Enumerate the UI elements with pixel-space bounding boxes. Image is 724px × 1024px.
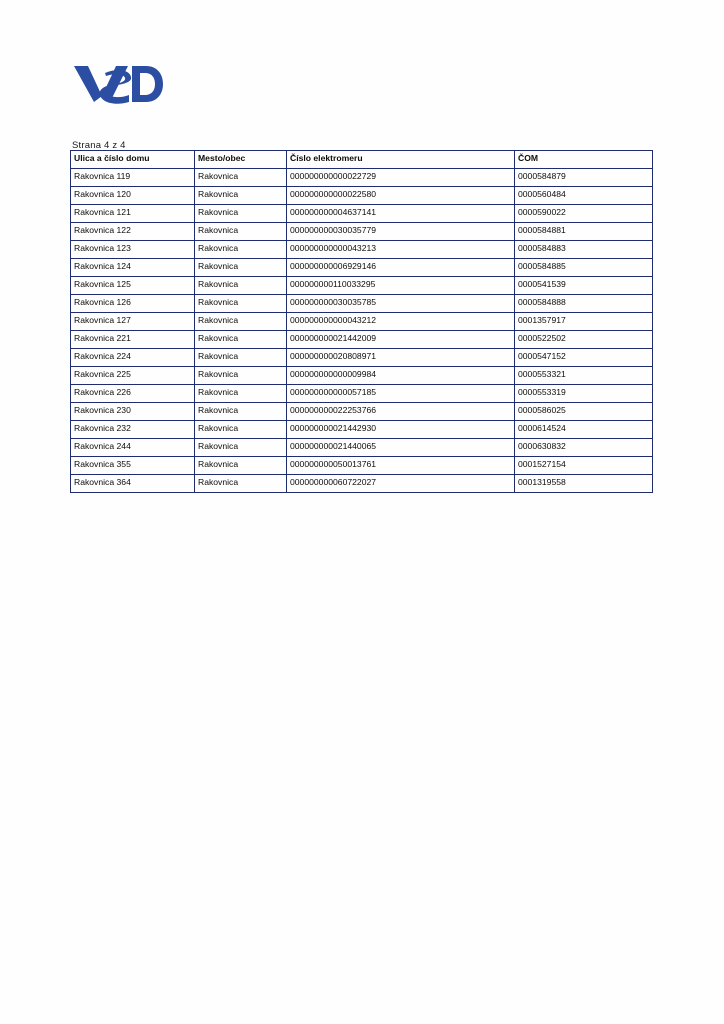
cell-street: Rakovnica 226 xyxy=(71,385,195,403)
cell-street: Rakovnica 221 xyxy=(71,331,195,349)
cell-city: Rakovnica xyxy=(195,439,287,457)
table-row xyxy=(71,439,653,457)
table-row xyxy=(71,187,653,205)
table-row xyxy=(71,349,653,367)
cell-meter-number: 000000000000009984 xyxy=(287,367,515,385)
cell-com: 0001527154 xyxy=(515,457,653,475)
cell-meter-number: 000000000000057185 xyxy=(287,385,515,403)
table-body xyxy=(71,169,653,493)
cell-street: Rakovnica 232 xyxy=(71,421,195,439)
cell-com: 0000553321 xyxy=(515,367,653,385)
cell-com: 0000553319 xyxy=(515,385,653,403)
table-row xyxy=(71,367,653,385)
cell-com: 0000584885 xyxy=(515,259,653,277)
cell-city: Rakovnica xyxy=(195,277,287,295)
cell-meter-number: 000000000050013761 xyxy=(287,457,515,475)
column-header-city: Mesto/obec xyxy=(195,151,287,169)
cell-street: Rakovnica 122 xyxy=(71,223,195,241)
cell-com: 0000584879 xyxy=(515,169,653,187)
cell-com: 0001319558 xyxy=(515,475,653,493)
cell-city: Rakovnica xyxy=(195,259,287,277)
cell-city: Rakovnica xyxy=(195,169,287,187)
cell-meter-number: 000000000030035779 xyxy=(287,223,515,241)
cell-meter-number: 000000000006929146 xyxy=(287,259,515,277)
vsd-logo xyxy=(72,60,164,108)
cell-com: 0000586025 xyxy=(515,403,653,421)
table-row xyxy=(71,259,653,277)
cell-city: Rakovnica xyxy=(195,457,287,475)
cell-meter-number: 000000000030035785 xyxy=(287,295,515,313)
cell-com: 0000522502 xyxy=(515,331,653,349)
cell-street: Rakovnica 120 xyxy=(71,187,195,205)
cell-meter-number: 000000000110033295 xyxy=(287,277,515,295)
cell-street: Rakovnica 224 xyxy=(71,349,195,367)
cell-city: Rakovnica xyxy=(195,385,287,403)
cell-street: Rakovnica 225 xyxy=(71,367,195,385)
column-header-com: ČOM xyxy=(515,151,653,169)
table-row xyxy=(71,331,653,349)
table-row xyxy=(71,295,653,313)
table-row xyxy=(71,169,653,187)
data-table-wrapper xyxy=(70,150,652,493)
cell-city: Rakovnica xyxy=(195,475,287,493)
cell-meter-number: 000000000022253766 xyxy=(287,403,515,421)
cell-meter-number: 000000000000022729 xyxy=(287,169,515,187)
cell-com: 0001357917 xyxy=(515,313,653,331)
cell-city: Rakovnica xyxy=(195,313,287,331)
cell-street: Rakovnica 124 xyxy=(71,259,195,277)
cell-street: Rakovnica 355 xyxy=(71,457,195,475)
cell-com: 0000541539 xyxy=(515,277,653,295)
cell-meter-number: 000000000000022580 xyxy=(287,187,515,205)
cell-city: Rakovnica xyxy=(195,187,287,205)
table-row xyxy=(71,313,653,331)
table-row xyxy=(71,223,653,241)
cell-meter-number: 000000000000043213 xyxy=(287,241,515,259)
table-row xyxy=(71,421,653,439)
cell-meter-number: 000000000000043212 xyxy=(287,313,515,331)
cell-city: Rakovnica xyxy=(195,241,287,259)
cell-meter-number: 000000000021442009 xyxy=(287,331,515,349)
table-row xyxy=(71,241,653,259)
vsd-logo-icon xyxy=(72,60,164,108)
cell-city: Rakovnica xyxy=(195,403,287,421)
cell-com: 0000590022 xyxy=(515,205,653,223)
cell-com: 0000584883 xyxy=(515,241,653,259)
cell-com: 0000560484 xyxy=(515,187,653,205)
cell-meter-number: 000000000021440065 xyxy=(287,439,515,457)
cell-city: Rakovnica xyxy=(195,205,287,223)
cell-city: Rakovnica xyxy=(195,331,287,349)
column-header-street: Ulica a číslo domu xyxy=(71,151,195,169)
column-header-meter-number: Číslo elektromeru xyxy=(287,151,515,169)
cell-city: Rakovnica xyxy=(195,349,287,367)
cell-city: Rakovnica xyxy=(195,295,287,313)
table-row xyxy=(71,457,653,475)
cell-street: Rakovnica 119 xyxy=(71,169,195,187)
cell-com: 0000614524 xyxy=(515,421,653,439)
cell-street: Rakovnica 244 xyxy=(71,439,195,457)
cell-meter-number: 000000000004637141 xyxy=(287,205,515,223)
cell-com: 0000547152 xyxy=(515,349,653,367)
table-row xyxy=(71,205,653,223)
cell-street: Rakovnica 123 xyxy=(71,241,195,259)
table-header-row xyxy=(71,151,653,169)
cell-com: 0000584888 xyxy=(515,295,653,313)
table-row xyxy=(71,475,653,493)
table-row xyxy=(71,277,653,295)
cell-street: Rakovnica 230 xyxy=(71,403,195,421)
cell-street: Rakovnica 121 xyxy=(71,205,195,223)
cell-street: Rakovnica 126 xyxy=(71,295,195,313)
cell-city: Rakovnica xyxy=(195,223,287,241)
table-row xyxy=(71,385,653,403)
cell-meter-number: 000000000021442930 xyxy=(287,421,515,439)
cell-meter-number: 000000000060722027 xyxy=(287,475,515,493)
cell-city: Rakovnica xyxy=(195,421,287,439)
cell-com: 0000584881 xyxy=(515,223,653,241)
table-row xyxy=(71,403,653,421)
cell-meter-number: 000000000020808971 xyxy=(287,349,515,367)
cell-street: Rakovnica 364 xyxy=(71,475,195,493)
cell-street: Rakovnica 127 xyxy=(71,313,195,331)
cell-city: Rakovnica xyxy=(195,367,287,385)
cell-street: Rakovnica 125 xyxy=(71,277,195,295)
page-label: Strana 4 z 4 xyxy=(72,140,126,151)
data-table xyxy=(70,150,653,493)
cell-com: 0000630832 xyxy=(515,439,653,457)
